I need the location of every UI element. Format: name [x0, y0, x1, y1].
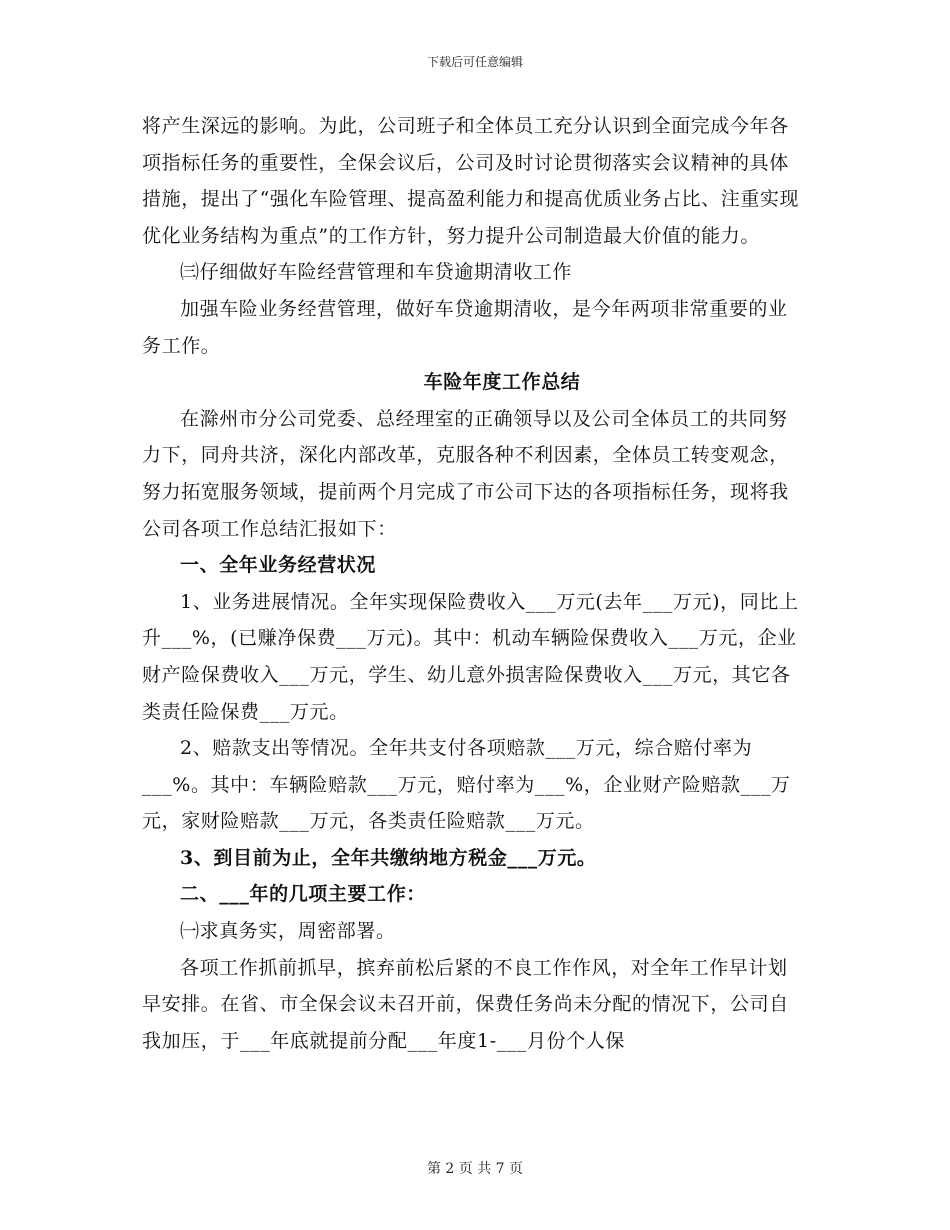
paragraph-taxes: 3、到目前为止，全年共缴纳地方税金___万元。	[180, 846, 597, 869]
paragraph-planning: 各项工作抓前抓早，摈弃前松后紧的不良工作作风，对全年工作早计划早安排。在省、市全保会议未召开前，保费任务尚未分配的情况下，公司自我加压，于___年底就提前分配___年度1-___月份个人保	[142, 956, 789, 1052]
page-footer: 第 2 页 共 7 页	[426, 1161, 524, 1177]
document-body	[142, 108, 802, 1059]
section-heading-1: 一、全年业务经营状况	[180, 554, 377, 577]
paragraph-continuation: 将产生深远的影响。为此，公司班子和全体员工充分认识到全面完成今年各项指标任务的重要性，全保会议后，公司及时讨论贯彻落实会议精神的具体措施，提出了“强化车险管理、提高盈利能力和提高优质业务占比、注重实现优化业务结构为重点”的工作方针，努力提升公司制造最大价值的能力。	[142, 115, 800, 247]
document-title: 车险年度工作总结	[423, 371, 581, 394]
page-header: 下载后可任意编辑	[426, 55, 523, 69]
paragraph-intro: 在滁州市分公司党委、总经理室的正确领导以及公司全体员工的共同努力下，同舟共济，深化内部改革，克服各种不利因素，全体员工转变观念，努力拓宽服务领域，提前两个月完成了市公司下达的各项指标任务，现将我公司各项工作总结汇报如下：	[142, 407, 789, 540]
paragraph-claims: 2、赔款支出等情况。全年共支付各项赔款___万元，综合赔付率为___%。其中：车辆险赔款___万元，赔付率为___%，企业财产险赔款___万元，家财险赔款___万元，各类责任险赔款___万元。	[142, 737, 791, 833]
subsection-heading-1: ㈠求真务实，周密部署。	[180, 920, 396, 943]
paragraph: 加强车险业务经营管理，做好车贷逾期清收，是今年两项非常重要的业务工作。	[142, 297, 788, 357]
section-heading-3: ㈢仔细做好车险经营管理和车贷逾期清收工作	[180, 261, 573, 284]
section-heading-2: 二、___年的几项主要工作：	[180, 883, 426, 906]
paragraph-business-progress: 1、业务进展情况。全年实现保险费收入___万元(去年___万元)，同比上升___%，(已赚净保费___万元)。其中：机动车辆险保费收入___万元，企业财产险保费收入___万元，学生、幼儿意外损害险保费收入___万元，其它各类责任险保费___万元。	[142, 590, 799, 723]
